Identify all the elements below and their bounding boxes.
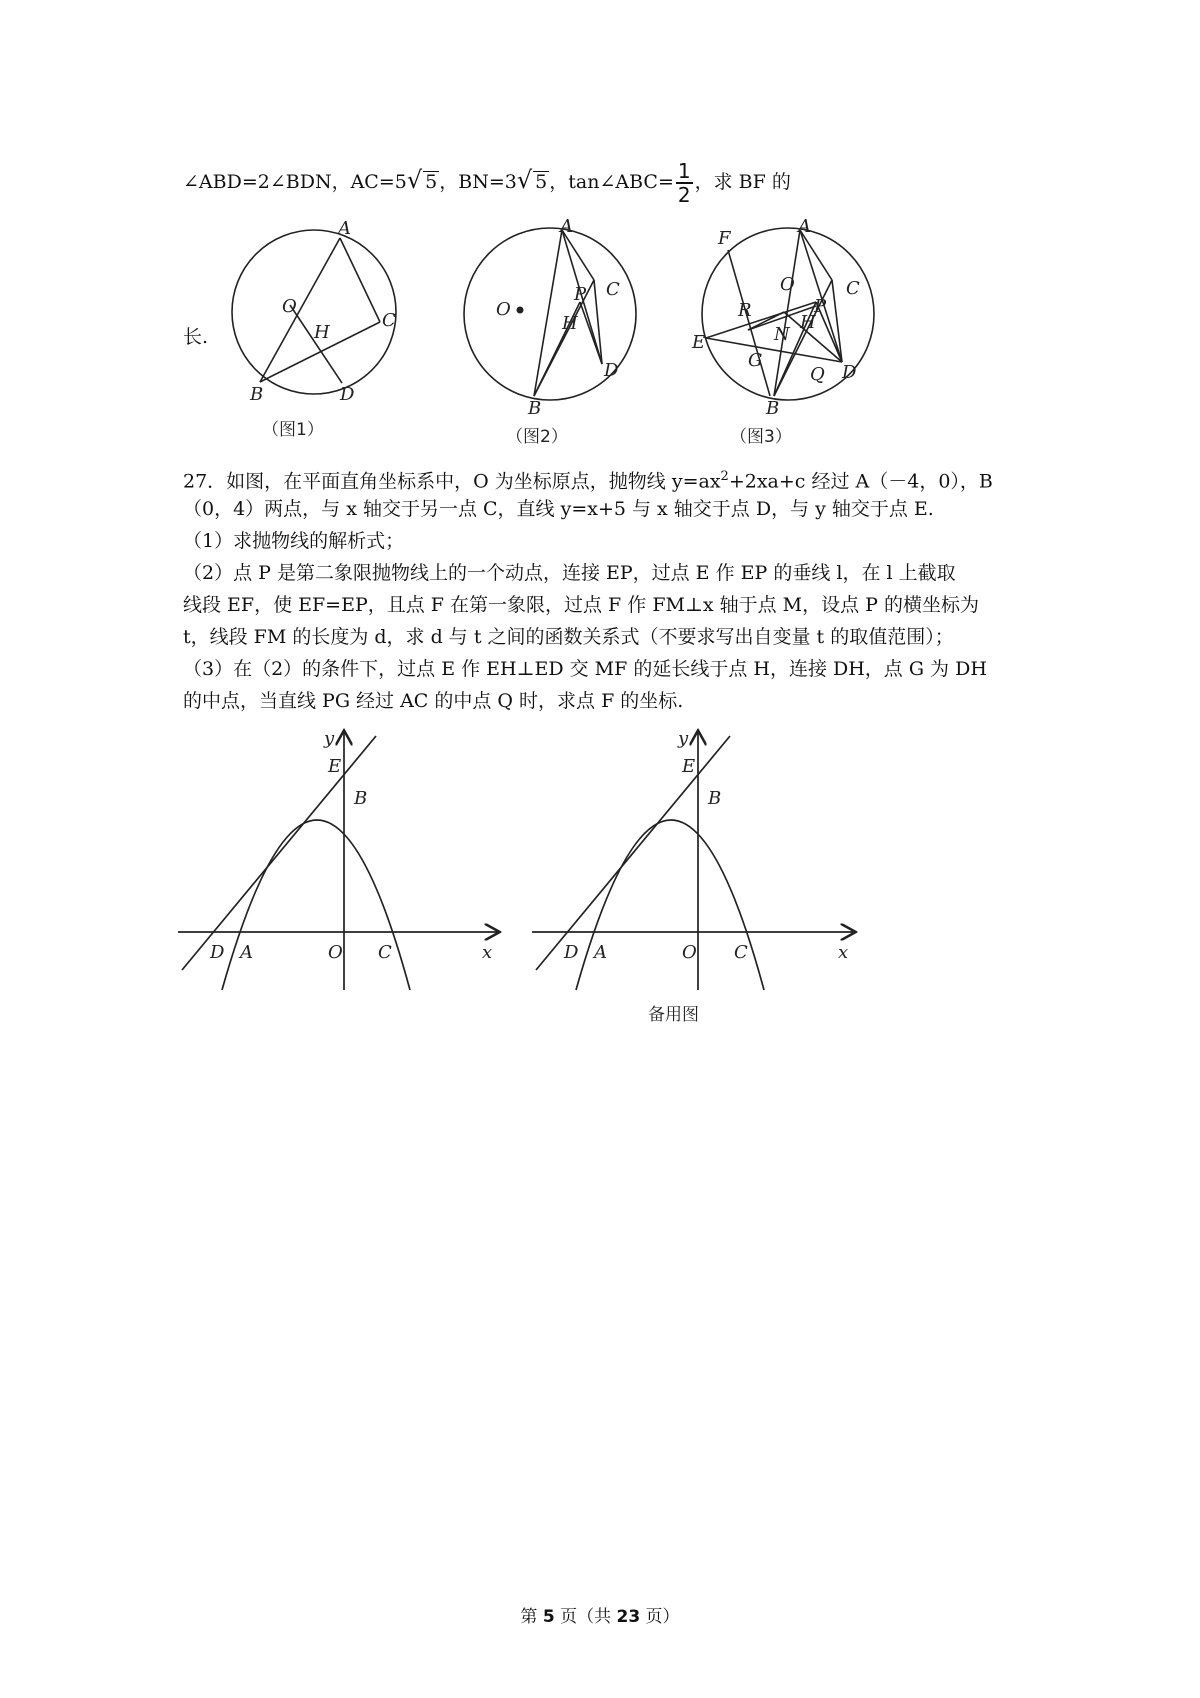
frac-numerator: 1 <box>677 159 691 183</box>
fig1-caption: （图1） <box>262 420 324 440</box>
fig1-circle <box>232 230 396 394</box>
fig3-label-h: H <box>800 312 816 333</box>
graph1-label-o: O <box>328 942 343 963</box>
fig1-label-d: D <box>340 384 355 405</box>
fig3-label-o: O <box>780 274 795 295</box>
total-pages: 23 <box>616 1607 641 1627</box>
line-de <box>536 736 730 970</box>
q27-text-1a: 27．如图，在平面直角坐标系中，O 为坐标原点，抛物线 y=ax <box>183 470 721 493</box>
fig3-caption: （图3） <box>730 427 792 447</box>
graph2-label-y: y <box>678 728 689 749</box>
q27-line-1 <box>183 462 993 496</box>
fig3-label-p: P <box>814 296 827 317</box>
figure-3-circle-diagram <box>690 218 885 450</box>
q26-text-len: 长. <box>183 326 209 348</box>
parabola-curve <box>576 820 764 990</box>
graph2-label-b: B <box>708 788 722 809</box>
fig3-label-c: C <box>846 278 860 299</box>
graph1-label-d: D <box>210 942 225 963</box>
page-number: 5 <box>542 1607 555 1627</box>
graph1-label-b: B <box>354 788 368 809</box>
fig3-label-b: B <box>766 398 780 419</box>
fig2-label-h: H <box>562 313 578 334</box>
fig3-label-e: E <box>692 332 706 353</box>
graph1-label-x: x <box>482 942 493 963</box>
graph1-label-a: A <box>240 942 253 963</box>
footer-mid: 页（共 <box>554 1607 617 1627</box>
figure-1-circle-diagram <box>222 220 412 450</box>
q27-line-3: （1）求抛物线的解析式； <box>183 530 405 552</box>
graph2-label-e: E <box>682 756 696 777</box>
q27-line-8: 的中点，当直线 PG 经过 AC 的中点 Q 时，求点 F 的坐标. <box>183 690 684 712</box>
q27-line-5: 线段 EF，使 EF=EP，且点 F 在第一象限，过点 F 作 FM⊥x 轴于点 M，设点 P 的横坐标为 <box>183 594 979 616</box>
fig2-label-a: A <box>560 218 573 237</box>
fig1-label-b: B <box>250 384 264 405</box>
q27-line-7: （3）在（2）的条件下，过点 E 作 EH⊥ED 交 MF 的延长线于点 H，连接 DH，点 G 为 DH <box>183 658 987 680</box>
page-footer <box>0 1602 1200 1627</box>
graph2-label-o: O <box>682 942 697 963</box>
frac-denominator: 2 <box>677 183 691 207</box>
fig3-label-f: F <box>718 228 731 249</box>
graph2-label-c: C <box>734 942 748 963</box>
fig2-center-dot <box>517 307 524 314</box>
footer-post: 页） <box>640 1607 680 1627</box>
q27-text-1b: +2xa+c 经过 A（－4，0），B <box>728 470 993 493</box>
fig3-label-g: G <box>748 350 763 371</box>
fig2-label-p: P <box>574 284 587 305</box>
q27-line-4: （2）点 P 是第二象限抛物线上的一个动点，连接 EP，过点 E 作 EP 的垂线 l，在 l 上截取 <box>183 562 956 584</box>
q27-superscript: 2 <box>720 469 729 484</box>
fig1-label-c: C <box>382 310 396 331</box>
q27-line-2: （0，4）两点，与 x 轴交于另一点 C，直线 y=x+5 与 x 轴交于点 D，与 y 轴交于点 E. <box>183 498 934 520</box>
graph2-label-x: x <box>838 942 849 963</box>
fig2-label-c: C <box>606 279 620 300</box>
q26-text-a: ∠ABD=2∠BDN，AC=5 <box>183 171 407 193</box>
graph2-label-a: A <box>594 942 607 963</box>
fig3-label-r: R <box>738 300 752 321</box>
fig2-caption: （图2） <box>506 427 568 447</box>
q26-text-b: ，BN=3 <box>439 171 517 193</box>
footer-pre: 第 <box>520 1607 543 1627</box>
fig3-label-n: N <box>774 324 790 345</box>
sqrt-value-2: 5 <box>535 171 548 193</box>
parabola-curve <box>222 820 410 990</box>
sqrt-value-1: 5 <box>425 171 438 193</box>
q26-line-1: ∠ABD=2∠BDN，AC=5√ 5 ，BN=3√ 5 ，tan∠ABC= $\frac{1}{2}$ ，求 BF 的 <box>183 159 791 207</box>
graph1-label-e: E <box>328 756 342 777</box>
q26-text-c: ，tan∠ABC= <box>549 171 674 193</box>
graph2-label-d: D <box>564 942 579 963</box>
graph1-label-y: y <box>324 728 335 749</box>
fig1-label-h: H <box>314 322 330 343</box>
fig2-label-b: B <box>528 398 542 419</box>
fig1-label-o: O <box>282 296 297 317</box>
fig2-label-d: D <box>604 360 619 381</box>
figure-2-circle-diagram <box>452 218 652 453</box>
fraction-one-half <box>676 160 693 206</box>
fig3-label-a: A <box>798 218 811 237</box>
graph1-label-c: C <box>378 942 392 963</box>
fig3-label-d: D <box>842 362 857 383</box>
fig1-label-a: A <box>338 220 351 239</box>
q27-line-6: t，线段 FM 的长度为 d，求 d 与 t 之间的函数关系式（不要求写出自变量 t 的取值范围）； <box>183 626 954 648</box>
fig3-label-q: Q <box>810 364 825 385</box>
fig2-label-o: O <box>496 299 511 320</box>
q26-text-d: ，求 BF 的 <box>694 171 791 193</box>
parabola-graph-backup <box>532 720 862 1030</box>
q26-line-2 <box>183 322 208 352</box>
parabola-graph-main <box>178 720 508 990</box>
line-de <box>182 736 376 970</box>
backup-graph-caption: 备用图 <box>648 1005 699 1025</box>
